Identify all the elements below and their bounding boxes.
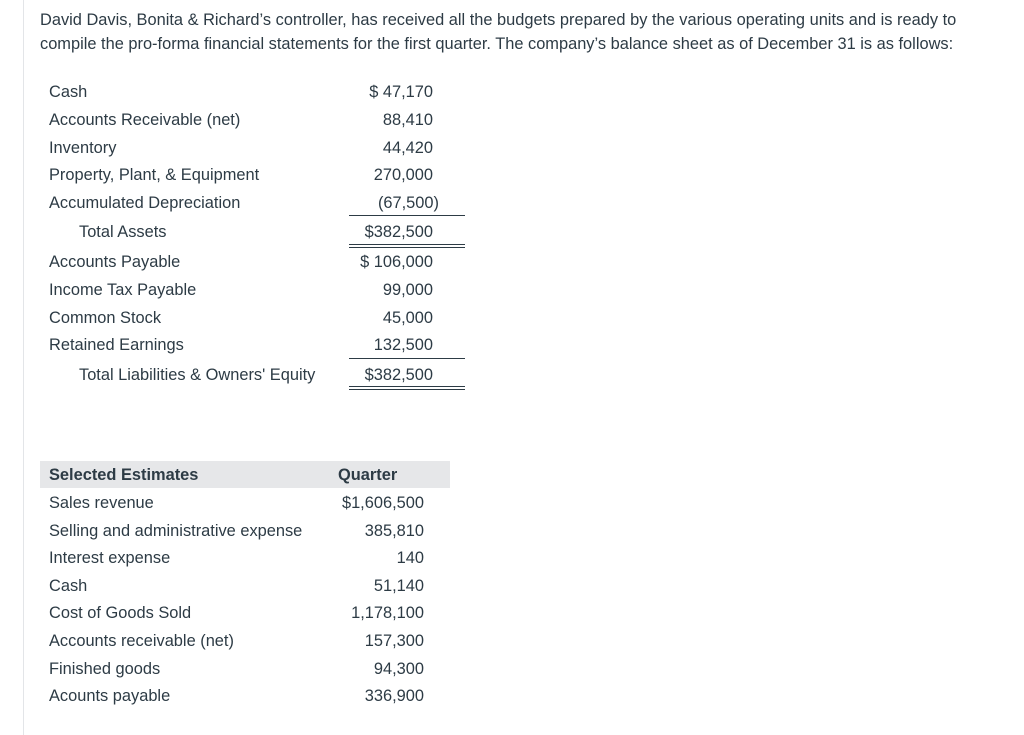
est-label-accounts-receivable: Accounts receivable (net) <box>49 632 234 650</box>
est-value-finished-goods: 94,300 <box>373 660 424 678</box>
est-value-accounts-payable: 336,900 <box>364 687 424 705</box>
bs-label-total-liabilities-equity: Total Liabilities & Owners' Equity <box>79 366 316 384</box>
double-rule-top <box>349 244 465 245</box>
est-label-accounts-payable: Acounts payable <box>49 687 171 705</box>
double-rule-bottom <box>349 247 465 248</box>
bs-value-inventory: 44,420 <box>382 139 433 157</box>
content-left-border <box>23 0 24 735</box>
intro-paragraph: David Davis, Bonita & Richard’s controller, has received all the budgets prepared by the various operating units and is ready to compile the pro-forma financial statements for the first quarter. The company’s balance sheet as of December 31 is as follows: <box>40 11 957 53</box>
estimates-header-quarter: Quarter <box>338 466 398 484</box>
bs-label-ppe: Property, Plant, & Equipment <box>49 166 260 184</box>
est-label-finished-goods: Finished goods <box>49 660 161 678</box>
est-label-selling-admin-expense: Selling and administrative expense <box>49 522 303 540</box>
est-value-accounts-receivable: 157,300 <box>364 632 424 650</box>
double-rule-bottom <box>349 389 465 390</box>
bs-value-income-tax-payable: 99,000 <box>382 281 433 299</box>
est-label-cash: Cash <box>49 577 88 595</box>
est-value-sales-revenue: $1,606,500 <box>341 494 424 512</box>
estimates-header-label: Selected Estimates <box>49 466 199 484</box>
bs-label-total-assets: Total Assets <box>79 223 167 241</box>
est-value-selling-admin-expense: 385,810 <box>364 522 424 540</box>
bs-label-accounts-receivable: Accounts Receivable (net) <box>49 111 241 129</box>
est-value-cash: 51,140 <box>373 577 424 595</box>
bs-value-ppe: 270,000 <box>373 166 433 184</box>
est-label-interest-expense: Interest expense <box>49 549 171 567</box>
bs-value-accumulated-depreciation: (67,500) <box>377 194 439 212</box>
bs-label-common-stock: Common Stock <box>49 309 162 327</box>
subtotal-rule <box>349 358 465 359</box>
bs-value-total-assets: $382,500 <box>364 223 433 241</box>
bs-label-retained-earnings: Retained Earnings <box>49 336 184 354</box>
bs-label-income-tax-payable: Income Tax Payable <box>49 281 197 299</box>
bs-value-retained-earnings: 132,500 <box>373 336 433 354</box>
bs-label-inventory: Inventory <box>49 139 117 157</box>
est-label-cost-of-goods-sold: Cost of Goods Sold <box>49 604 192 622</box>
subtotal-rule <box>349 215 465 216</box>
bs-label-cash: Cash <box>49 83 88 101</box>
bs-value-accounts-receivable: 88,410 <box>382 111 433 129</box>
est-value-cost-of-goods-sold: 1,178,100 <box>351 604 424 622</box>
est-label-sales-revenue: Sales revenue <box>49 494 154 512</box>
est-value-interest-expense: 140 <box>396 549 424 567</box>
bs-value-accounts-payable: $ 106,000 <box>360 253 433 271</box>
bs-label-accounts-payable: Accounts Payable <box>49 253 181 271</box>
bs-value-total-liabilities-equity: $382,500 <box>364 366 433 384</box>
bs-label-accumulated-depreciation: Accumulated Depreciation <box>49 194 241 212</box>
bs-value-common-stock: 45,000 <box>382 309 433 327</box>
double-rule-top <box>349 386 465 387</box>
bs-value-cash: $ 47,170 <box>369 83 433 101</box>
